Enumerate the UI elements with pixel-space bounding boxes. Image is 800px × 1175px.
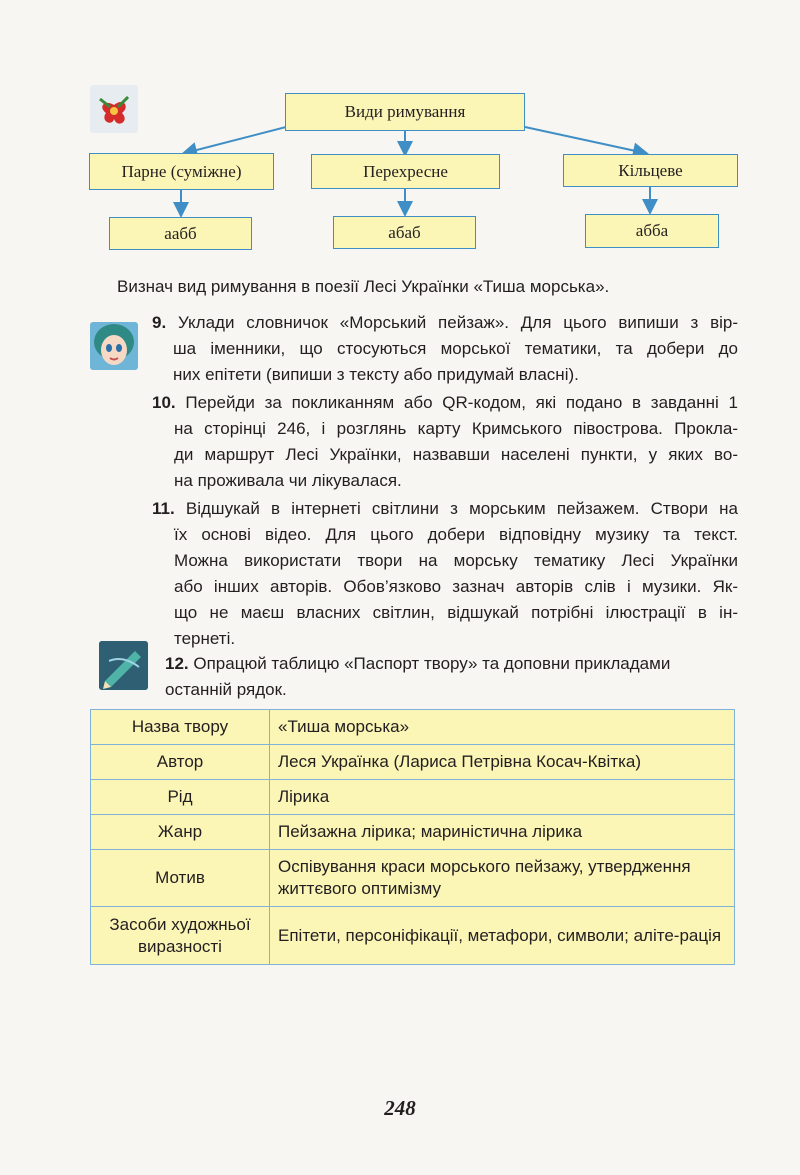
- diagram-scheme-ring: абба: [585, 214, 719, 248]
- arrow-root-to-ring: [525, 127, 645, 153]
- table-row: [91, 780, 735, 815]
- table-value: Оспівування краси морського пейзажу, утвердження життєвого оптимізму: [270, 850, 735, 907]
- task-line: на сторінці 246, і розглянь карту Кримського півострова. Прокла-: [174, 419, 738, 438]
- table-row: [91, 710, 735, 745]
- task-number: 11.: [152, 499, 175, 518]
- table-value: Епітети, персоніфікації, метафори, символи; аліте-рація: [270, 907, 735, 965]
- diagram-scheme-cross: абаб: [333, 216, 476, 249]
- task-line: що не маєш власних світлин, відшукай потрібні ілюстрації в ін-: [174, 603, 738, 622]
- table-row: [91, 850, 735, 907]
- task-line: їх основі відео. Для цього добери відповідну музику та текст.: [174, 525, 738, 544]
- table-row: [91, 815, 735, 850]
- diagram-root-box: Види римування: [285, 93, 525, 131]
- task-line: Відшукай в інтернеті світлини з морським пейзажем. Створи на: [185, 499, 738, 518]
- table-value: Пейзажна лірика; мариністична лірика: [270, 815, 735, 850]
- table-key: Рід: [91, 780, 270, 815]
- task-number: 9.: [152, 313, 167, 332]
- page-number: 248: [384, 1096, 416, 1120]
- table-key: Мотив: [91, 850, 270, 907]
- task-line: них епітети (випиши з тексту або придумай власні).: [173, 365, 579, 384]
- task-line: ди маршрут Лесі Українки, назвавши населені пункти, у яких во-: [174, 445, 738, 464]
- diagram-type-cross: Перехресне: [311, 154, 500, 189]
- task-12: [165, 651, 725, 703]
- task-line: ша іменники, що стосуються морської тематики, та добери до: [173, 339, 738, 358]
- table-row: [91, 745, 735, 780]
- diagram-type-ring: Кільцеве: [563, 154, 738, 187]
- table-key: Автор: [91, 745, 270, 780]
- task-line: тернеті.: [174, 629, 236, 648]
- table-key: Засоби художньої виразності: [91, 907, 270, 965]
- task-9: [152, 310, 738, 388]
- diagram-scheme-paired: аабб: [109, 217, 252, 250]
- table-key: Жанр: [91, 815, 270, 850]
- task-number: 12.: [165, 654, 189, 673]
- task-10: [152, 390, 738, 494]
- task-line: останній рядок.: [165, 680, 287, 699]
- task-line: Перейди за покликанням або QR-кодом, які подано в завданні 1: [185, 393, 738, 412]
- table-value: Леся Українка (Лариса Петрівна Косач-Квітка): [270, 745, 735, 780]
- flower-icon: [90, 85, 138, 133]
- task-line: або інших авторів. Обов’язково зазнач авторів слів і музики. Як-: [174, 577, 738, 596]
- table-value: Лірика: [270, 780, 735, 815]
- task-intro: Визнач вид римування в поезії Лесі Українки «Тиша морська».: [117, 277, 610, 296]
- table-value: «Тиша морська»: [270, 710, 735, 745]
- table-row: [91, 907, 735, 965]
- pencil-icon: [99, 641, 148, 690]
- task-line: на проживала чи лікувалася.: [174, 471, 402, 490]
- diagram-type-paired: Парне (суміжне): [89, 153, 274, 190]
- passport-table: [90, 709, 735, 965]
- task-line: Уклади словничок «Морський пейзаж». Для цього випиши з вір-: [177, 313, 738, 332]
- task-line: Можна використати твори на морську тематику Лесі Українки: [174, 551, 738, 570]
- task-line: Опрацюй таблицю «Паспорт твору» та доповни прикладами: [193, 654, 671, 673]
- task-number: 10.: [152, 393, 176, 412]
- girl-icon: [90, 322, 138, 370]
- table-key: Назва твору: [91, 710, 270, 745]
- arrow-root-to-paired: [185, 127, 286, 153]
- task-11: [152, 496, 738, 652]
